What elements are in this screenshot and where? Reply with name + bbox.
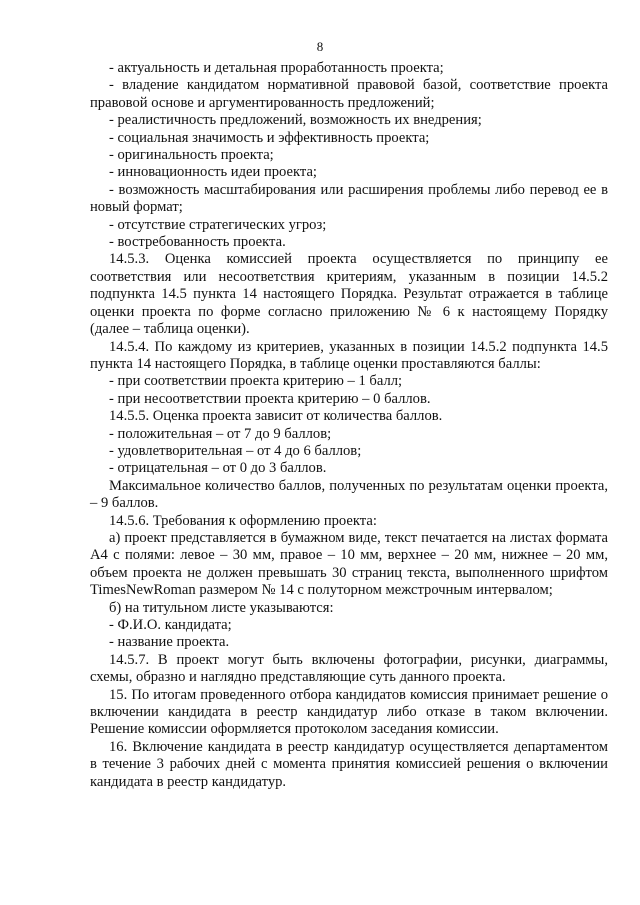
criterion-item: - возможность масштабирования или расширения проблемы либо перевод ее в новый формат; bbox=[90, 181, 608, 216]
title-page-item: - название проекта. bbox=[109, 634, 230, 651]
title-page-item: - Ф.И.О. кандидата; bbox=[109, 617, 232, 633]
clause-14-5-7: 14.5.7. В проект могут быть включены фотографии, рисунки, диаграммы, схемы, образно и наглядно представляющие суть данного проекта. bbox=[90, 651, 608, 686]
criterion-item: - инновационность идеи проекта; bbox=[109, 164, 317, 181]
criterion-item: - востребованность проекта. bbox=[109, 234, 286, 251]
criterion-item: - реалистичность предложений, возможность их внедрения; bbox=[109, 112, 482, 129]
clause-14-5-3: 14.5.3. Оценка комиссией проекта осуществляется по принципу ее соответствия или несоответствия критериям, указанным в позиции 14.5.2 подпункта 14.5 пункта 14 настоящего Порядка. Результат отражается в таблице оценки проекта по форме согласно приложению № 6 к настоящему Порядку (далее – таблица оценки). bbox=[90, 251, 608, 338]
rating-item: - удовлетворительная – от 4 до 6 баллов; bbox=[109, 442, 362, 459]
criterion-item: - оригинальность проекта; bbox=[109, 147, 274, 164]
clause-16: 16. Включение кандидата в реестр кандидатур осуществляется департаментом в течение 3 рабочих дней с момента принятия комиссией решения о включении кандидата в реестр кандидатур. bbox=[90, 738, 608, 790]
criterion-item: - актуальность и детальная проработанность проекта; bbox=[109, 60, 444, 76]
document-body bbox=[90, 60, 608, 791]
clause-14-5-4: 14.5.4. По каждому из критериев, указанных в позиции 14.5.2 подпункта 14.5 пункта 14 настоящего Порядка, в таблице оценки проставляются баллы: bbox=[90, 338, 608, 372]
rating-item: - положительная – от 7 до 9 баллов; bbox=[109, 425, 332, 442]
requirement-b: б) на титульном листе указываются: bbox=[109, 599, 334, 616]
criterion-item: - владение кандидатом нормативной правовой базой, соответствие проекта правовой основе и аргументированность предложений; bbox=[90, 77, 608, 111]
clause-14-5-5: 14.5.5. Оценка проекта зависит от количества баллов. bbox=[109, 408, 443, 425]
page-number: 8 bbox=[316, 39, 324, 54]
criterion-item: - отсутствие стратегических угроз; bbox=[109, 216, 327, 233]
clause-15: 15. По итогам проведенного отбора кандидатов комиссия принимает решение о включении кандидата в реестр кандидатур либо отказе в таком включении. Решение комиссии оформляется протоколом заседания комиссии. bbox=[90, 686, 608, 738]
requirement-a: а) проект представляется в бумажном виде, текст печатается на листах формата А4 с полями: левое – 30 мм, правое – 10 мм, верхнее – 20 мм, нижнее – 20 мм, объем проекта не должен превышать 30 страниц текста, выполненного шрифтом TimesNewRoman размером № 14 с полуторном межстрочным интервалом; bbox=[90, 529, 608, 599]
clause-14-5-6: 14.5.6. Требования к оформлению проекта: bbox=[109, 512, 377, 529]
criterion-item: - социальная значимость и эффективность проекта; bbox=[109, 129, 430, 146]
score-rule-item: - при несоответствии проекта критерию – 0 баллов. bbox=[109, 390, 431, 407]
max-score-paragraph: Максимальное количество баллов, полученных по результатам оценки проекта, – 9 баллов. bbox=[90, 477, 608, 512]
score-rule-item: - при соответствии проекта критерию – 1 балл; bbox=[109, 373, 403, 390]
rating-item: - отрицательная – от 0 до 3 баллов. bbox=[109, 460, 327, 477]
